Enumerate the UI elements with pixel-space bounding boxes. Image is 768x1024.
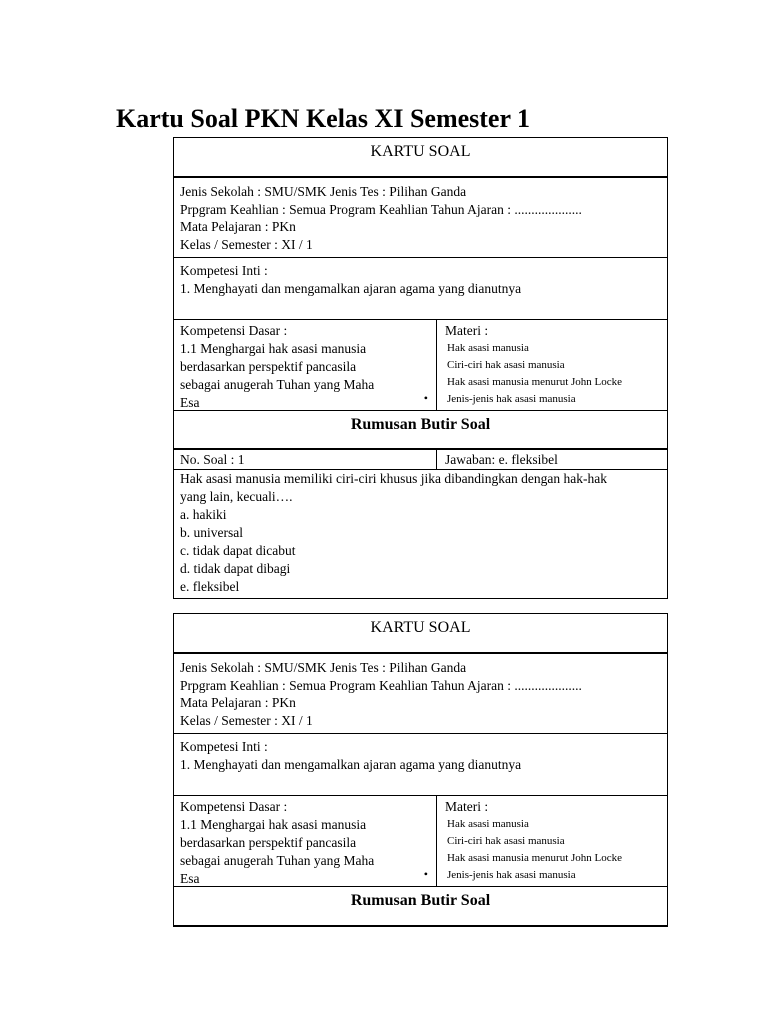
info-line: Jenis Sekolah : SMU/SMK Jenis Tes : Pilihan Ganda [180,184,467,199]
school-info [174,178,667,258]
bullet-icon: • [423,867,428,881]
materi-label: Materi : [445,323,489,338]
kompetensi-inti-value: 1. Menghayati dan mengamalkan ajaran agama yang dianutnya [180,756,522,772]
kompetensi-dasar-line: berdasarkan perspektif pancasila [180,359,357,374]
info-line: Prpgram Keahlian : Semua Program Keahlian Tahun Ajaran : .................... [180,201,582,217]
materi-item: Ciri-ciri hak asasi manusia [447,359,565,371]
kompetensi-dasar-line: Esa [180,395,200,410]
kompetensi-inti-label: Kompetesi Inti : [180,263,268,278]
bullet-icon: • [423,391,428,405]
materi-label: Materi : [445,799,489,814]
materi-item: Hak asasi manusia [447,818,529,830]
school-info [174,654,667,734]
no-soal: No. Soal : 1 [174,450,437,469]
answer-option: c. tidak dapat dicabut [180,543,296,558]
kompetensi-dasar [174,796,437,886]
question-card [173,613,668,927]
card-header: KARTU SOAL [174,138,667,178]
page-title: Kartu Soal PKN Kelas XI Semester 1 [116,104,531,133]
kompetensi-dasar-label: Kompetensi Dasar : [180,799,288,814]
question-body [174,470,667,598]
kompetensi-inti-label: Kompetesi Inti : [180,739,268,754]
kompetensi-inti-value: 1. Menghayati dan mengamalkan ajaran agama yang dianutnya [180,280,522,296]
materi [437,796,667,886]
answer-option: e. fleksibel [180,579,240,594]
materi-item: Ciri-ciri hak asasi manusia [447,835,565,847]
info-line: Kelas / Semester : XI / 1 [180,236,313,252]
info-line: Prpgram Keahlian : Semua Program Keahlian Tahun Ajaran : .................... [180,677,582,693]
kompetensi-dasar-label: Kompetensi Dasar : [180,323,288,338]
info-line: Kelas / Semester : XI / 1 [180,712,313,728]
question-card [173,137,668,599]
jawaban: Jawaban: e. fleksibel [445,452,558,467]
question-line: yang lain, kecuali…. [180,489,293,504]
materi [437,320,667,410]
materi-item: Jenis-jenis hak asasi manusia [447,869,576,881]
materi-item: Jenis-jenis hak asasi manusia [447,393,576,405]
card-header: KARTU SOAL [174,614,667,654]
info-line: Mata Pelajaran : PKn [180,695,296,710]
kompetensi-dasar [174,320,437,410]
question-line: Hak asasi manusia memiliki ciri-ciri khusus jika dibandingkan dengan hak-hak [180,471,608,486]
kompetensi-dasar-line: 1.1 Menghargai hak asasi manusia [180,817,367,832]
kompetensi-dasar-line: sebagai anugerah Tuhan yang Maha [180,377,375,392]
info-line: Mata Pelajaran : PKn [180,219,296,234]
rumusan-butir-soal: Rumusan Butir Soal [174,411,667,450]
kompetensi-dasar-line: berdasarkan perspektif pancasila [180,835,357,850]
materi-item: Hak asasi manusia [447,342,529,354]
kompetensi-materi-row [174,320,667,411]
kompetensi-materi-row [174,796,667,887]
answer-option: a. hakiki [180,507,227,522]
materi-item: Hak asasi manusia menurut John Locke [447,376,623,388]
kompetensi-inti [174,734,667,796]
kompetensi-inti [174,258,667,320]
kompetensi-dasar-line: 1.1 Menghargai hak asasi manusia [180,341,367,356]
kompetensi-dasar-line: Esa [180,871,200,886]
kompetensi-dasar-line: sebagai anugerah Tuhan yang Maha [180,853,375,868]
answer-option: d. tidak dapat dibagi [180,561,291,576]
materi-item: Hak asasi manusia menurut John Locke [447,852,623,864]
answer-option: b. universal [180,525,243,540]
soal-meta-row [174,450,667,470]
rumusan-butir-soal: Rumusan Butir Soal [350,892,491,909]
info-line: Jenis Sekolah : SMU/SMK Jenis Tes : Pilihan Ganda [180,660,467,675]
